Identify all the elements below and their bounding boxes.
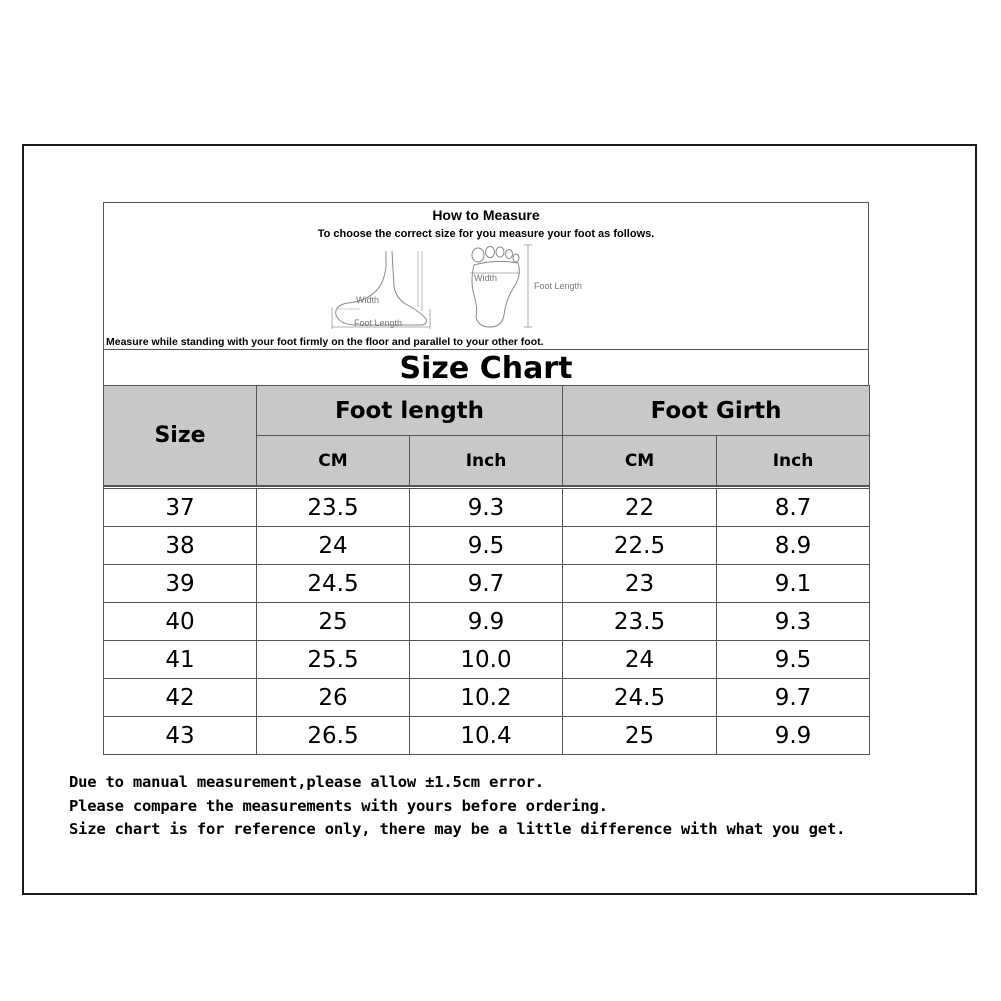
foot-length-inch-cell: 9.5 [410, 527, 563, 565]
table-row [104, 717, 870, 755]
how-to-measure-title: How to Measure [432, 207, 540, 223]
foot-length-cm-header: CM [257, 436, 410, 487]
foot-side-view-illustration [326, 247, 436, 331]
size-cell: 42 [104, 679, 257, 717]
foot-girth-inch-cell: 8.9 [717, 527, 870, 565]
size-cell: 43 [104, 717, 257, 755]
size-cell: 39 [104, 565, 257, 603]
foot-girth-cm-cell: 24.5 [563, 679, 717, 717]
foot-length-cm-cell: 23.5 [257, 489, 410, 527]
foot-length-inch-cell: 9.7 [410, 565, 563, 603]
foot-length-cm-cell: 26.5 [257, 717, 410, 755]
foot-girth-inch-header: Inch [717, 436, 870, 487]
foot-length-inch-cell: 9.9 [410, 603, 563, 641]
foot-sole-view-illustration [464, 243, 584, 329]
foot-girth-cm-cell: 23 [563, 565, 717, 603]
side-foot-length-label: Foot Length [354, 318, 403, 328]
size-chart-title: Size Chart [103, 349, 869, 386]
foot-girth-inch-cell: 9.7 [717, 679, 870, 717]
foot-length-cm-cell: 25.5 [257, 641, 410, 679]
footer-notes [69, 771, 845, 842]
compare-measurements-note: Please compare the measurements with yours before ordering. [69, 796, 608, 815]
how-to-measure-panel [103, 202, 869, 350]
side-width-label: Width [356, 295, 380, 305]
foot-girth-inch-cell: 9.3 [717, 603, 870, 641]
foot-girth-cm-header: CM [563, 436, 717, 487]
table-row [104, 527, 870, 565]
foot-length-inch-cell: 10.2 [410, 679, 563, 717]
foot-girth-inch-cell: 9.1 [717, 565, 870, 603]
foot-girth-cm-cell: 22 [563, 489, 717, 527]
foot-length-inch-header: Inch [410, 436, 563, 487]
foot-length-header: Foot length [257, 386, 563, 436]
size-cell: 37 [104, 489, 257, 527]
table-row [104, 679, 870, 717]
sole-foot-length-label: Foot Length [534, 281, 583, 291]
foot-girth-header: Foot Girth [563, 386, 870, 436]
foot-girth-inch-cell: 9.9 [717, 717, 870, 755]
size-cell: 41 [104, 641, 257, 679]
foot-length-inch-cell: 10.0 [410, 641, 563, 679]
size-cell: 38 [104, 527, 257, 565]
foot-length-inch-cell: 10.4 [410, 717, 563, 755]
table-row [104, 641, 870, 679]
table-row [104, 603, 870, 641]
foot-length-cm-cell: 24 [257, 527, 410, 565]
measurement-error-note: Due to manual measurement,please allow ±1.5cm error. [69, 773, 544, 791]
foot-girth-inch-cell: 9.5 [717, 641, 870, 679]
size-column-header: Size [104, 386, 257, 487]
sole-width-label: Width [474, 273, 498, 283]
foot-length-cm-cell: 26 [257, 679, 410, 717]
foot-girth-cm-cell: 23.5 [563, 603, 717, 641]
foot-length-cm-cell: 25 [257, 603, 410, 641]
table-row [104, 489, 870, 527]
foot-length-cm-cell: 24.5 [257, 565, 410, 603]
foot-girth-cm-cell: 22.5 [563, 527, 717, 565]
size-cell: 40 [104, 603, 257, 641]
foot-girth-cm-cell: 25 [563, 717, 717, 755]
how-to-measure-subtitle: To choose the correct size for you measure your foot as follows. [317, 228, 655, 240]
measure-instruction-note: Measure while standing with your foot firmly on the floor and parallel to your other foot. [106, 336, 544, 348]
foot-length-inch-cell: 9.3 [410, 489, 563, 527]
table-row [104, 565, 870, 603]
foot-girth-cm-cell: 24 [563, 641, 717, 679]
size-chart-table [103, 385, 870, 755]
reference-only-note: Size chart is for reference only, there may be a little difference with what you get. [69, 820, 846, 838]
foot-girth-inch-cell: 8.7 [717, 489, 870, 527]
